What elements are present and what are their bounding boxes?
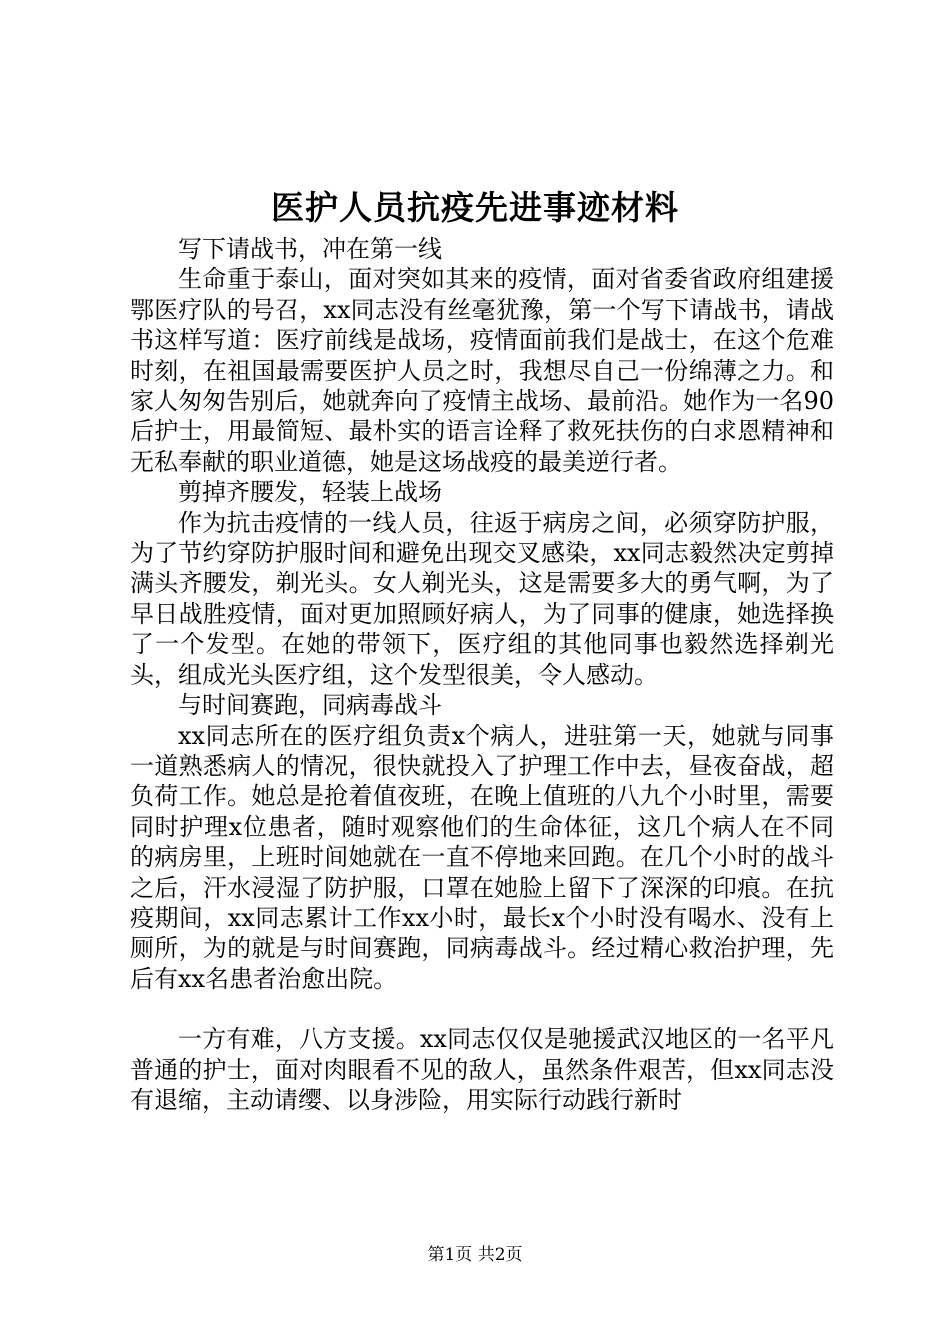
document-body bbox=[130, 234, 834, 1115]
paragraph: 作为抗击疫情的一线人员，往返于病房之间，必须穿防护服，为了节约穿防护服时间和避免出现交叉感染，xx同志毅然决定剪掉满头齐腰发，剃光头。女人剃光头，这是需要多大的勇气啊，为了早日战胜疫情，面对更加照顾好病人，为了同事的健康，她选择换了一个发型。在她的带领下，医疗组的其他同事也毅然选择剃光头，组成光头医疗组，这个发型很美，令人感动。 bbox=[130, 508, 834, 689]
paragraph: 生命重于泰山，面对突如其来的疫情，面对省委省政府组建援鄂医疗队的号召，xx同志没有丝毫犹豫，第一个写下请战书，请战书这样写道：医疗前线是战场，疫情面前我们是战士，在这个危难时刻，在祖国最需要医护人员之时，我想尽自己一份绵薄之力。和家人匆匆告别后，她就奔向了疫情主战场、最前沿。她作为一名90后护士，用最简短、最朴实的语言诠释了救死扶伤的白求恩精神和无私奉献的职业道德，她是这场战疫的最美逆行者。 bbox=[130, 265, 834, 476]
document-title: 医护人员抗疫先进事迹材料 bbox=[271, 188, 679, 227]
paragraph: 一方有难，八方支援。xx同志仅仅是驰援武汉地区的一名平凡普通的护士，面对肉眼看不见的敌人，虽然条件艰苦，但xx同志没有退缩，主动请缨、以身涉险，用实际行动践行新时 bbox=[130, 1025, 834, 1114]
section-heading: 写下请战书，冲在第一线 bbox=[178, 235, 442, 263]
paragraph: xx同志所在的医疗组负责x个病人，进驻第一天，她就与同事一道熟悉病人的情况，很快就投入了护理工作中去，昼夜奋战，超负荷工作。她总是抢着值夜班，在晚上值班的八九个小时里，需要同时护理x位患者，随时观察他们的生命体征，这几个病人在不同的病房里，上班时间她就在一直不停地来回跑。在几个小时的战斗之后，汗水浸湿了防护服，口罩在她脸上留下了深深的印痕。在抗疫期间，xx同志累计工作xx小时，最长x个小时没有喝水、没有上厕所，为的就是与时间赛跑，同病毒战斗。经过精心救治护理，先后有xx名患者治愈出院。 bbox=[130, 721, 834, 993]
page-footer: 第1页 共2页 bbox=[427, 1245, 523, 1265]
section-heading: 与时间赛跑，同病毒战斗 bbox=[178, 691, 442, 720]
section-heading: 剪掉齐腰发，轻装上战场 bbox=[178, 478, 442, 507]
